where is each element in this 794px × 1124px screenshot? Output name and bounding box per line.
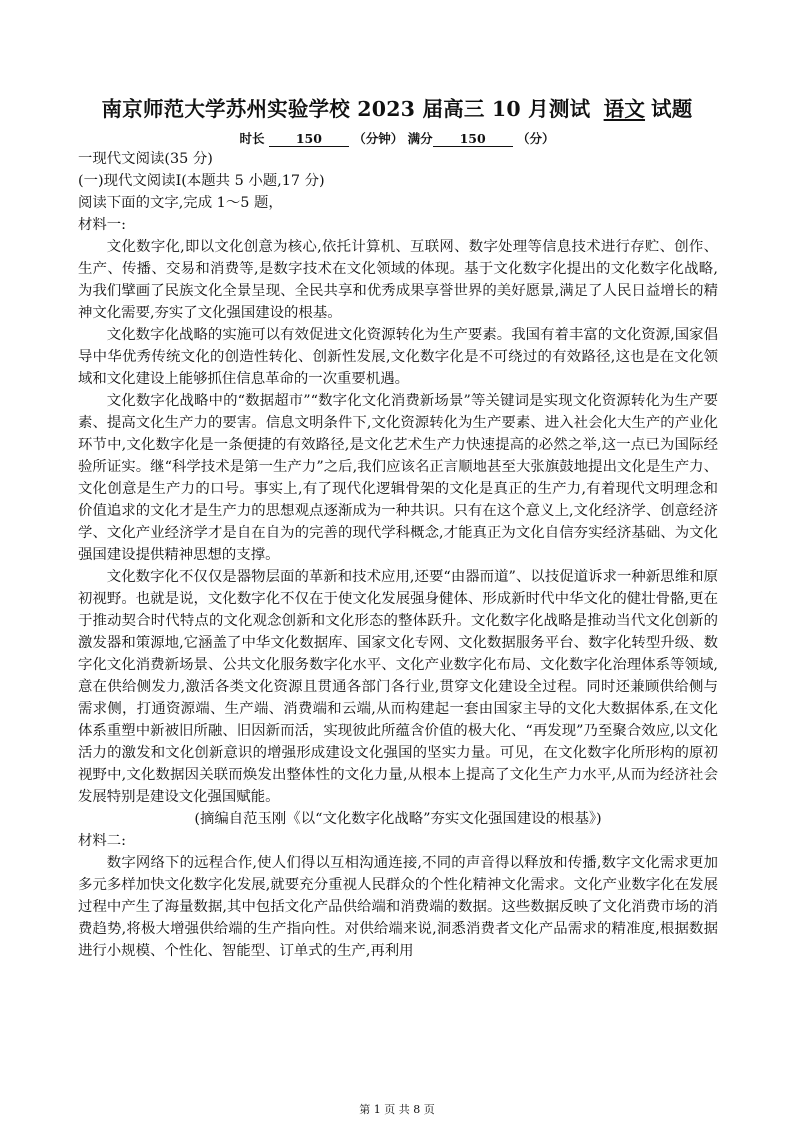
material1-paragraph: 文化数字化,即以文化创意为核心,依托计算机、互联网、数字处理等信息技术进行存贮、创作、生产、传播、交易和消费等,是数字技术在文化领域的体现。基于文化数字化提出的文化数字化战略,为我们擘画了民族文化全景呈现、全民共享和优秀成果享誉世界的美好愿景,满足了人民日益增长的精神文化需要,夯实了文化强国建设的根基。 [78, 239, 718, 321]
exam-title-prefix: 南京师范大学苏州实验学校 2023 届高三 10 月测试 [101, 97, 591, 121]
material2-paragraph: 数字网络下的远程合作,使人们得以互相沟通连接,不同的声音得以释放和传播,数字文化需求更加多元多样加快文化数字化发展,就要充分重视人民群众的个性化精神文化需求。文化产业数字化在发展过程中产生了海量数据,其中包括文化产品供给端和消费端的数据。这些数据反映了文化消费市场的消费趋势,将极大增强供给端的生产指向性。对供给端来说,洞悉消费者文化产品需求的精准度,根据数据进行小规模、个性化、智能型、订单式的生产,再利用 [78, 855, 718, 959]
material1-paragraph: 文化数字化不仅仅是器物层面的革新和技术应用,还要“由器而道”、以技促道诉求一种新思维和原初视野。也就是说，文化数字化不仅在于使文化发展强身健体、形成新时代中华文化的健壮骨骼,更在于推动契合时代特点的文化观念创新和文化形态的整体跃升。文化数字化战略是推动当代文化创新的激发器和策源地,它涵盖了中华文化数据库、国家文化专网、文化数据服务平台、数字化转型升级、数字化文化消费新场景、公共文化服务数字化水平、文化产业数字化布局、文化数字化治理体系等领域,意在供给侧发力,激活各类文化资源且贯通各部门各行业,贯穿文化建设全过程。同时还兼顾供给侧与需求侧，打通资源端、生产端、消费端和云端,从而构建起一套由国家主导的文化大数据体系,在文化体系重塑中新被旧所融、旧因新而活，实现彼此所蕴含价值的极大化、“再发现”乃至聚合效应,以文化活力的激发和文化创新意识的增强形成建设文化强国的坚实力量。可见，在文化数字化所形构的原初视野中,文化数据因关联而焕发出整体性的文化力量,从根本上提高了文化生产力水平,从而为经济社会发展特别是建设文化强国赋能。 [78, 569, 718, 805]
time-value: 150 [269, 132, 349, 147]
page-footer: 第 1 页 共 8 页 [359, 1103, 435, 1116]
material2-label: 材料二: [78, 833, 127, 849]
reading-instruction: 阅读下面的文字,完成 1～5 题， [78, 195, 283, 211]
section-heading: 一现代文阅读(35 分) [78, 151, 213, 167]
exam-meta [0, 129, 794, 147]
time-unit: （分钟） [353, 131, 404, 146]
exam-title [0, 92, 794, 122]
time-label: 时长 [239, 131, 265, 146]
material1-paragraph: 文化数字化战略中的“数据超市”“数字化文化消费新场景”等关键词是实现文化资源转化为生产要素、提高文化生产力的要害。信息文明条件下,文化资源转化为生产要素、进入社会化大生产的产业化环节中,文化数字化是一条便捷的有效路径,是文化艺术生产力快速提高的必然之举,这一点已为国际经验所证实。继“科学技术是第一生产力”之后,我们应该名正言顺地甚至大张旗鼓地提出文化是生产力、文化创意是生产力的口号。事实上,有了现代化逻辑骨架的文化是真正的生产力,有着现代文明理念和价值追求的文化才是生产力的思想观点逐渐成为一种共识。只有在这个意义上,文化经济学、创意经济学、文化产业经济学才是自在自为的完善的现代学科概念,才能真正为文化自信夯实经济基础、为文化强国建设提供精神思想的支撑。 [78, 393, 718, 563]
material1-source: (摘编自范玉刚《以“文化数字化战略”夯实文化强国建设的根基》) [194, 811, 602, 827]
exam-title-suffix: 试题 [651, 97, 693, 121]
exam-content [78, 148, 718, 962]
score-unit: （分） [516, 131, 555, 146]
subsection-heading: (一)现代文阅读Ⅰ(本题共 5 小题,17 分) [78, 173, 325, 189]
score-label: 满分 [407, 131, 433, 146]
material1-paragraph: 文化数字化战略的实施可以有效促进文化资源转化为生产要素。我国有着丰富的文化资源,国家倡导中华优秀传统文化的创造性转化、创新性发展,文化数字化是不可绕过的有效路径,这也是在文化领域和文化建设上能够抓住信息革命的一次重要机遇。 [78, 327, 718, 387]
material1-label: 材料一: [78, 217, 127, 233]
exam-subject: 语文 [603, 97, 646, 121]
score-value: 150 [433, 132, 513, 147]
